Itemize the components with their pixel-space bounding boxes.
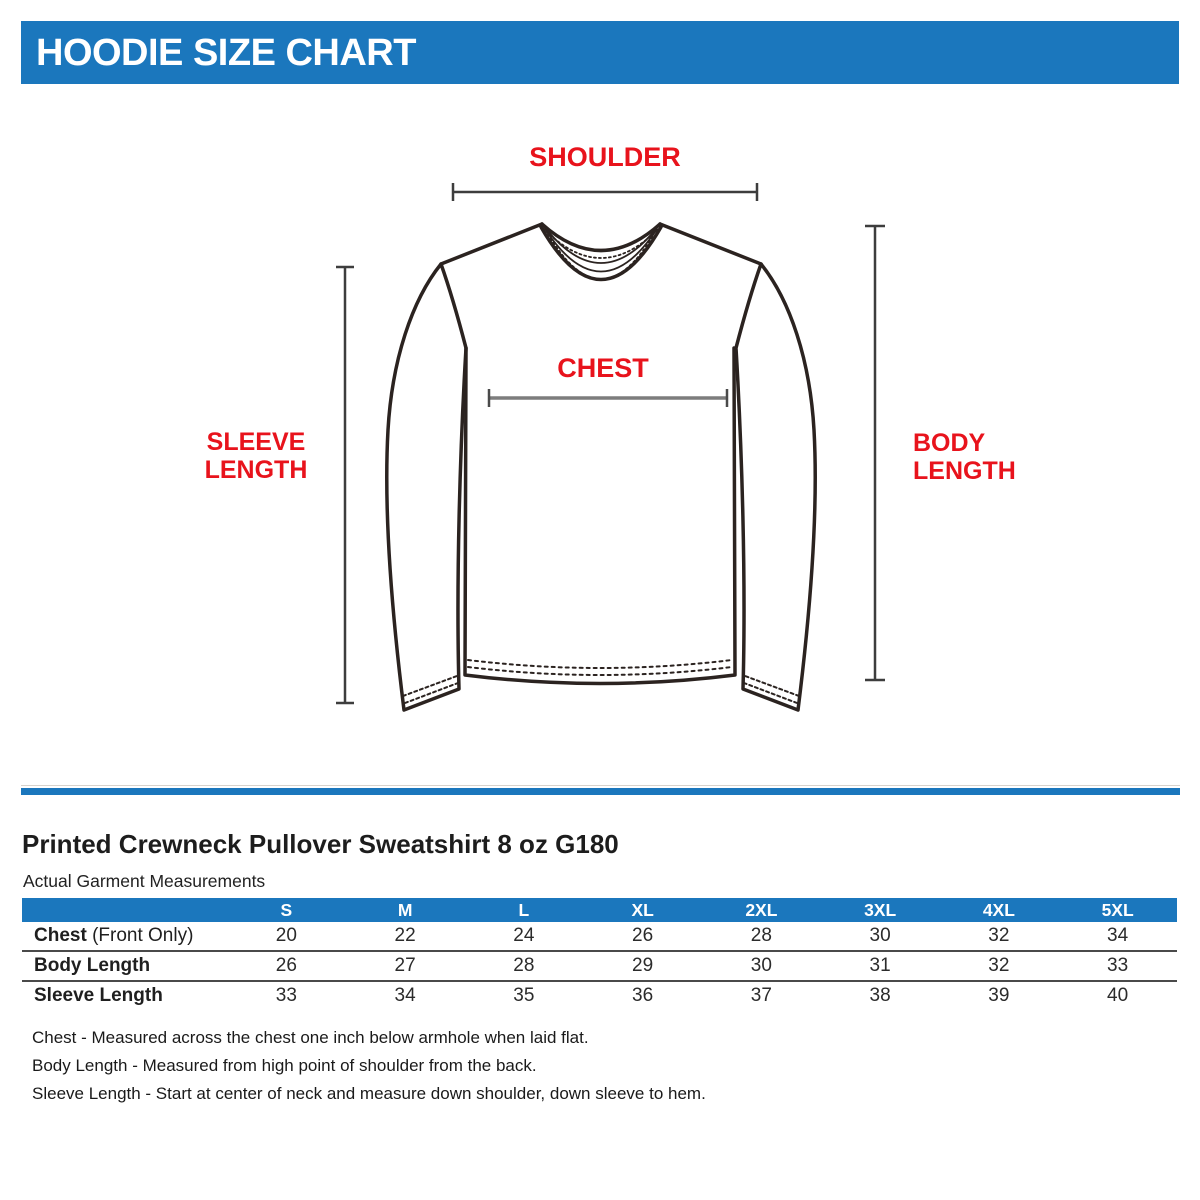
measurement-value: 34: [394, 985, 416, 1006]
measurement-value: 26: [583, 922, 702, 951]
body-length-label: [913, 429, 1093, 485]
measurement-value: 33: [275, 985, 297, 1006]
size-table-header-row: [22, 898, 1177, 922]
measurement-value: 32: [940, 922, 1059, 951]
size-column-header: 5XL: [1058, 898, 1177, 922]
right-sleeve: [736, 264, 815, 710]
product-title: Printed Crewneck Pullover Sweatshirt 8 oz G180: [22, 829, 619, 859]
body-label-line1: BODY: [913, 429, 986, 457]
footnote-line: Sleeve Length - Start at center of neck and measure down shoulder, down sleeve to hem.: [32, 1084, 706, 1103]
footnote-line: Body Length - Measured from high point of shoulder from the back.: [32, 1056, 537, 1075]
product-subtitle: Actual Garment Measurements: [23, 871, 266, 891]
size-column-header: 4XL: [940, 898, 1059, 922]
measurement-value: 24: [465, 922, 584, 951]
size-column-header: S: [227, 898, 346, 922]
sleeve-label-line2: LENGTH: [204, 456, 308, 484]
measurement-value: 20: [227, 922, 346, 951]
size-table-body: [22, 922, 1177, 1010]
measurement-value: 33: [1058, 951, 1177, 981]
measurement-value: 34: [1058, 922, 1177, 951]
divider-blue-bar: [21, 788, 1180, 795]
row-label-main: Body Length: [34, 955, 151, 976]
measurement-value: 22: [346, 922, 465, 951]
measurement-value: 36: [632, 985, 654, 1006]
measurement-value: 35: [513, 985, 535, 1006]
size-table: [22, 898, 1177, 1010]
measurement-value: 29: [583, 951, 702, 981]
left-sleeve: [387, 264, 466, 710]
measurement-value: 27: [346, 951, 465, 981]
hem-stitching: [468, 660, 732, 675]
measurement-lines: [336, 183, 885, 703]
row-label: [22, 951, 227, 981]
measurement-footnotes: [32, 1024, 706, 1108]
measurement-value: 38: [869, 985, 891, 1006]
table-row: [22, 951, 1177, 981]
measurement-value: 37: [750, 985, 772, 1006]
measurement-value: 28: [465, 951, 584, 981]
size-column-header: 3XL: [821, 898, 940, 922]
size-column-header: M: [346, 898, 465, 922]
measurement-value: 30: [702, 951, 821, 981]
measurement-value: 28: [702, 922, 821, 951]
chest-label: CHEST: [557, 353, 649, 383]
size-column-header: 2XL: [702, 898, 821, 922]
row-label-suffix: (Front Only): [86, 925, 194, 946]
body-label-line2: LENGTH: [913, 457, 1016, 485]
sleeve-measure-line: [336, 267, 354, 703]
sleeve-length-label: [181, 428, 331, 484]
measurement-value: 39: [988, 985, 1010, 1006]
table-row: [22, 981, 1177, 1010]
size-column-header: L: [465, 898, 584, 922]
size-column-header: XL: [583, 898, 702, 922]
measurement-value: 26: [227, 951, 346, 981]
row-label: [22, 981, 227, 1010]
sweatshirt-drawing: [387, 224, 815, 710]
shoulder-measure-line: [453, 183, 757, 201]
footnote-line: Chest - Measured across the chest one inch below armhole when laid flat.: [32, 1028, 589, 1047]
sleeve-label-line1: SLEEVE: [206, 428, 306, 456]
row-label-main: Chest: [34, 925, 87, 946]
measurement-value: 32: [940, 951, 1059, 981]
page-title: HOODIE SIZE CHART: [36, 31, 416, 74]
measurement-value: 40: [1107, 985, 1129, 1006]
measurement-value: 31: [821, 951, 940, 981]
row-label: [22, 922, 227, 951]
row-label-main: Sleeve Length: [34, 985, 163, 1006]
divider-hairline: [21, 785, 1180, 786]
measurement-value: 30: [821, 922, 940, 951]
body-measure-line: [865, 226, 885, 680]
size-table-corner-cell: [22, 898, 227, 922]
shoulder-label: SHOULDER: [529, 142, 681, 172]
table-row: [22, 922, 1177, 951]
